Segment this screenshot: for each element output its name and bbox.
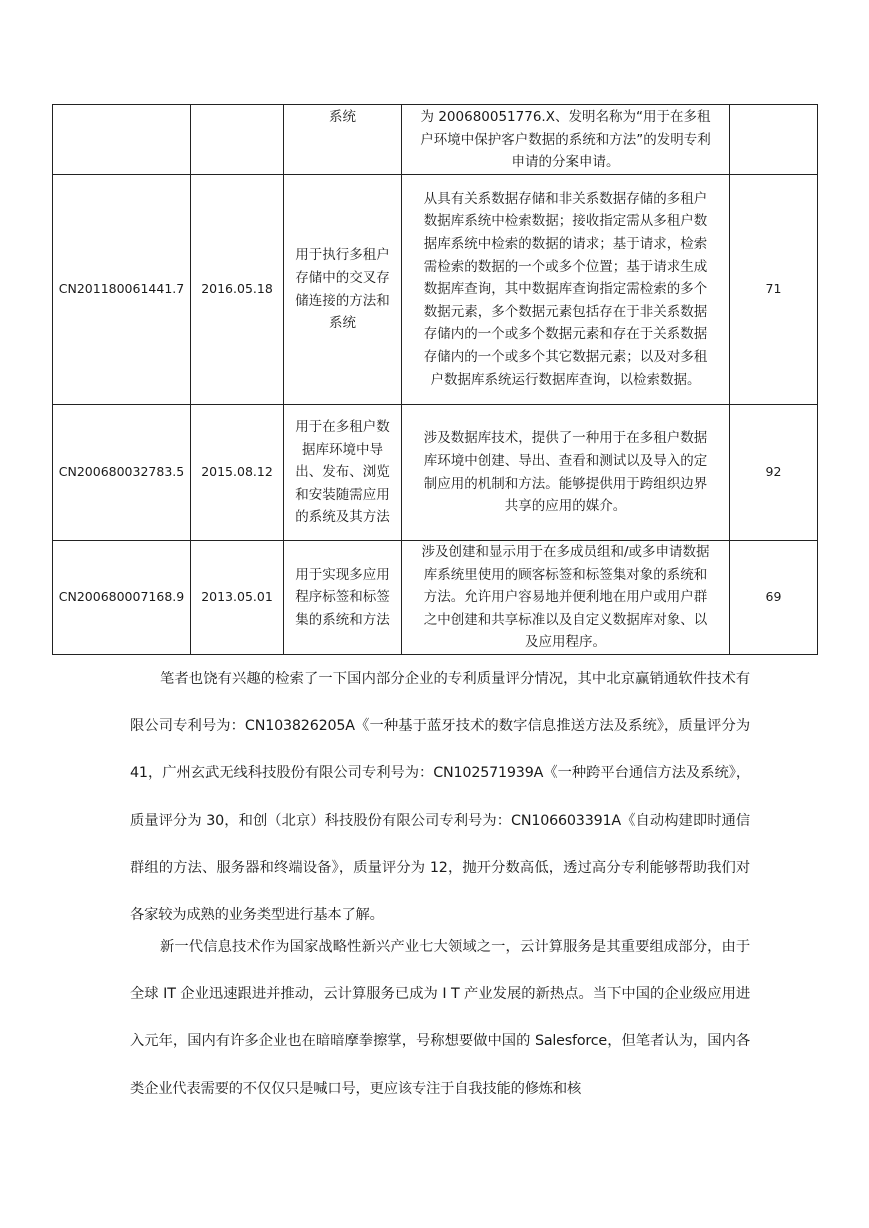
patent-number-cell: CN200680007168.9 — [53, 541, 191, 655]
patent-summary-cell: 涉及数据库技术，提供了一种用于在多租户数据库环境中创建、导出、查看和测试以及导入的定制应用的机制和方法。能够提供用于跨组织边界共享的应用的媒介。 — [402, 405, 730, 541]
quality-score-cell: 92 — [730, 405, 818, 541]
patent-title-cell: 用于执行多租户存储中的交叉存储连接的方法和系统 — [284, 175, 402, 405]
quality-score-cell — [730, 105, 818, 175]
table-row — [53, 405, 818, 541]
publication-date-cell: 2013.05.01 — [191, 541, 284, 655]
table-row — [53, 541, 818, 655]
publication-date-cell: 2016.05.18 — [191, 175, 284, 405]
body-paragraph: 笔者也饶有兴趣的检索了一下国内部分企业的专利质量评分情况，其中北京赢销通软件技术有限公司专利号为：CN103826205A《一种基于蓝牙技术的数字信息推送方法及系统》，质量评分为 41，广州玄武无线科技股份有限公司专利号为：CN102571939A《一种跨平台通信方法及系统》，质量评分为 30，和创（北京）科技股份有限公司专利号为：CN106603391A《自动构建即时通信群组的方法、服务器和终端设备》，质量评分为 12，抛开分数高低，透过高分专利能够帮助我们对各家较为成熟的业务类型进行基本了解。 — [130, 671, 750, 924]
quality-score-cell: 69 — [730, 541, 818, 655]
patent-title-cell: 系统 — [284, 105, 402, 175]
quality-score-cell: 71 — [730, 175, 818, 405]
body-paragraph: 新一代信息技术作为国家战略性新兴产业七大领域之一，云计算服务是其重要组成部分，由于全球 IT 企业迅速跟进并推动，云计算服务已成为 I T 产业发展的新热点。当下中国的企业级应用进入元年，国内有许多企业也在暗暗摩拳擦掌，号称想要做中国的 Salesforce，但笔者认为，国内各类企业代表需要的不仅仅只是喊口号，更应该专注于自我技能的修炼和核 — [130, 939, 750, 1097]
publication-date-cell — [191, 105, 284, 175]
patent-summary-cell: 从具有关系数据存储和非关系数据存储的多租户数据库系统中检索数据；接收指定需从多租户数据库系统中检索的数据的请求；基于请求，检索需检索的数据的一个或多个位置；基于请求生成数据库查询，其中数据库查询指定需检索的多个数据元素，多个数据元素包括存在于非关系数据存储内的一个或多个数据元素和存在于关系数据存储内的一个或多个其它数据元素；以及对多租户数据库系统运行数据库查询，以检索数据。 — [402, 175, 730, 405]
patent-title-cell: 用于实现多应用程序标签和标签集的系统和方法 — [284, 541, 402, 655]
publication-date-cell: 2015.08.12 — [191, 405, 284, 541]
patent-number-cell: CN200680032783.5 — [53, 405, 191, 541]
patent-summary-cell: 涉及创建和显示用于在多成员组和/或多申请数据库系统里使用的顾客标签和标签集对象的系统和方法。允许用户容易地并便利地在用户或用户群之中创建和共享标准以及自定义数据库对象、以及应用程序。 — [402, 541, 730, 655]
table-row — [53, 105, 818, 175]
patent-number-cell: CN201180061441.7 — [53, 175, 191, 405]
table-row — [53, 175, 818, 405]
patent-title-cell: 用于在多租户数据库环境中导出、发布、浏览和安装随需应用的系统及其方法 — [284, 405, 402, 541]
patent-table — [52, 104, 818, 655]
patent-number-cell — [53, 105, 191, 175]
patent-summary-cell: 为 200680051776.X、发明名称为“用于在多租户环境中保护客户数据的系统和方法”的发明专利申请的分案申请。 — [402, 105, 730, 175]
